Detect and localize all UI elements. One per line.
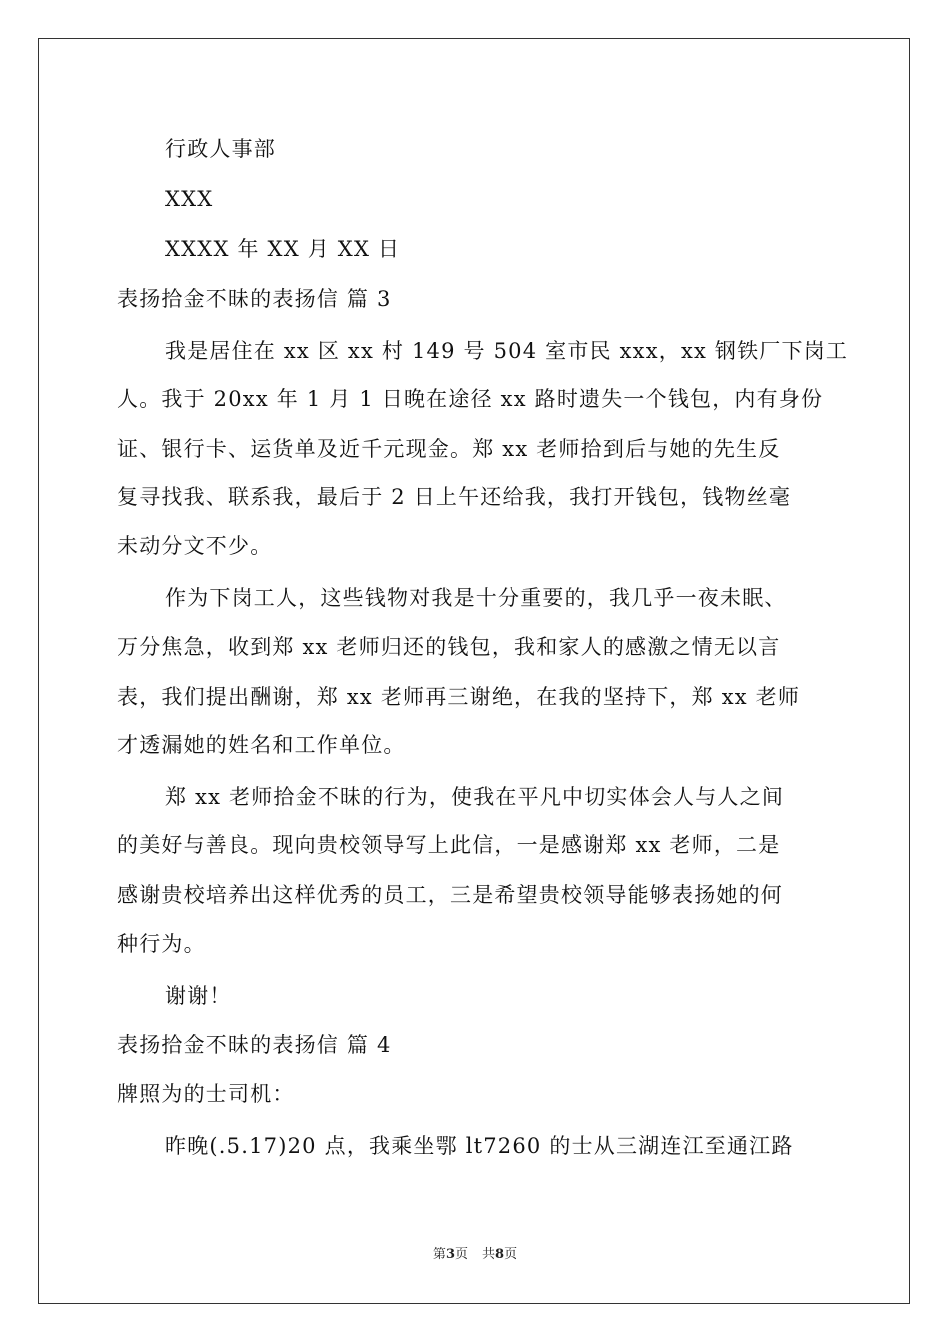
footer-page-prefix: 第 xyxy=(432,1247,446,1262)
sign-off-date: XXXX 年 XX 月 XX 日 xyxy=(165,237,401,261)
footer-page-number: 3 xyxy=(445,1247,455,1262)
sign-off-signer: XXX xyxy=(165,187,214,211)
paragraph-line: 作为下岗工人，这些钱物对我是十分重要的，我几乎一夜未眠、 xyxy=(165,586,787,610)
paragraph-line: 才透漏她的姓名和工作单位。 xyxy=(117,733,406,757)
sign-off-department: 行政人事部 xyxy=(165,137,276,161)
section-3-heading: 表扬拾金不昧的表扬信 篇 3 xyxy=(117,287,392,311)
footer-total-number: 8 xyxy=(495,1247,505,1262)
paragraph-line: 昨晚(.5.17)20 点，我乘坐鄂 lt7260 的士从三湖连江至通江路 xyxy=(165,1134,794,1158)
page-footer xyxy=(0,1246,950,1264)
paragraph-line: 万分焦急，收到郑 xx 老师归还的钱包，我和家人的感激之情无以言 xyxy=(117,635,781,659)
paragraph-line: 人。我于 20xx 年 1 月 1 日晚在途径 xx 路时遗失一个钱包，内有身份 xyxy=(117,387,824,411)
paragraph-line: 我是居住在 xx 区 xx 村 149 号 504 室市民 xxx，xx 钢铁厂下岗工 xyxy=(165,339,849,363)
footer-total-suffix: 页 xyxy=(504,1247,518,1262)
footer-page-suffix: 页 xyxy=(454,1247,468,1262)
paragraph-line: 感谢贵校培养出这样优秀的员工，三是希望贵校领导能够表扬她的何 xyxy=(117,883,783,907)
paragraph-line: 种行为。 xyxy=(117,932,206,956)
paragraph-line: 未动分文不少。 xyxy=(117,534,273,558)
page-frame xyxy=(38,38,910,1304)
paragraph-line: 的美好与善良。现向贵校领导写上此信，一是感谢郑 xx 老师，二是 xyxy=(117,833,781,857)
thanks-line: 谢谢！ xyxy=(165,984,232,1008)
paragraph-line: 郑 xx 老师拾金不昧的行为，使我在平凡中切实体会人与人之间 xyxy=(165,785,785,809)
section-4-heading: 表扬拾金不昧的表扬信 篇 4 xyxy=(117,1033,392,1057)
paragraph-line: 复寻找我、联系我，最后于 2 日上午还给我，我打开钱包，钱物丝毫 xyxy=(117,485,792,509)
footer-total-prefix: 共 xyxy=(482,1247,496,1262)
paragraph-line: 证、银行卡、运货单及近千元现金。郑 xx 老师拾到后与她的先生反 xyxy=(117,437,781,461)
salutation: 牌照为的士司机： xyxy=(117,1082,295,1106)
paragraph-line: 表，我们提出酬谢，郑 xx 老师再三谢绝，在我的坚持下，郑 xx 老师 xyxy=(117,685,801,709)
